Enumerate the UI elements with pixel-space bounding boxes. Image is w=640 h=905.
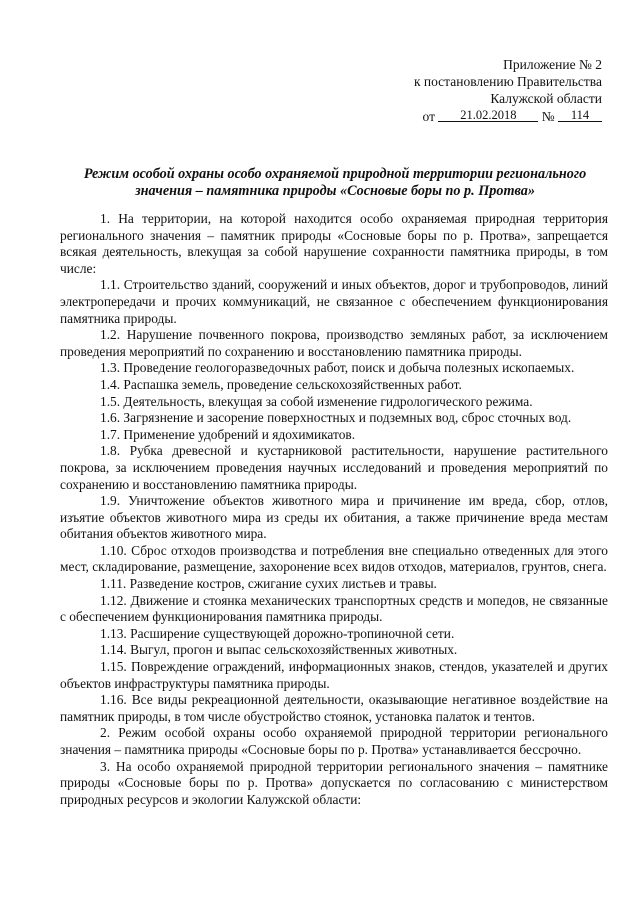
paragraph: 1.14. Выгул, прогон и выпас сельскохозяйственных животных. <box>100 642 458 658</box>
paragraph: 1.2. Нарушение почвенного покрова, производство земляных работ, за исключением проведения мероприятий по сохранению и восстановлению памятника природы. <box>60 327 608 359</box>
appendix-resolution: к постановлению Правительства <box>413 74 602 89</box>
resolution-number: 114 <box>558 109 602 122</box>
title-line-1: Режим особой охраны особо охраняемой природной территории регионального <box>83 166 587 182</box>
date-label: от <box>422 109 435 124</box>
paragraph: 2. Режим особой охраны особо охраняемой природной территории регионального значения – памятника природы «Сосновые боры по р. Протва» устанавливается бессрочно. <box>60 725 608 757</box>
paragraph: 3. На особо охраняемой природной территории регионального значения – памятнике природы «Сосновые боры по р. Протва» допускается по согласованию с министерством природных ресурсов и экологии Калужской области: <box>60 758 608 807</box>
document-title <box>60 166 610 200</box>
paragraph: 1.13. Расширение существующей дорожно-тропиночной сети. <box>100 625 455 641</box>
paragraph: 1.9. Уничтожение объектов животного мира и причинение им вреда, сбор, отлов, изъятие объектов животного мира из среды их обитания, а также причинение вреда местам обитания объектов животного мира. <box>60 493 608 542</box>
appendix-region: Калужской области <box>490 91 602 106</box>
resolution-date: 21.02.2018 <box>438 109 538 122</box>
number-label: № <box>541 109 555 124</box>
paragraph: 1.7. Применение удобрений и ядохимикатов. <box>100 426 356 442</box>
appendix-number: Приложение № 2 <box>503 57 602 72</box>
paragraph: 1.16. Все виды рекреационной деятельности, оказывающие негативное воздействие на памятник природы, в том числе обустройство стоянок, установка палаток и тентов. <box>60 692 608 724</box>
paragraph: 1.1. Строительство зданий, сооружений и иных объектов, дорог и трубопроводов, линий электропередачи и прочих коммуникаций, не связанное с обеспечением функционирования памятника природы. <box>60 277 608 326</box>
paragraph: 1.10. Сброс отходов производства и потребления вне специально отведенных для этого мест, складирование, размещение, захоронение всех видов отходов, материалов, грунтов, снега. <box>60 542 608 575</box>
paragraph: 1.3. Проведение геологоразведочных работ, поиск и добыча полезных ископаемых. <box>100 360 575 376</box>
paragraph: 1.5. Деятельность, влекущая за собой изменение гидрологического режима. <box>100 393 533 409</box>
document-body <box>60 211 608 808</box>
paragraph: 1.6. Загрязнение и засорение поверхностных и подземных вод, сброс сточных вод. <box>100 410 572 426</box>
paragraph: 1.11. Разведение костров, сжигание сухих листьев и травы. <box>100 576 437 592</box>
title-line-2: значения – памятника природы «Сосновые боры по р. Протва» <box>135 183 535 199</box>
paragraph: 1.15. Повреждение ограждений, информационных знаков, стендов, указателей и других объектов инфраструктуры памятника природы. <box>60 659 608 691</box>
paragraph: 1.8. Рубка древесной и кустарниковой растительности, нарушение растительного покрова, за исключением проведения научных исследований и проведения мероприятий по сохранению и восстановлению памятника природы. <box>60 443 608 492</box>
paragraph: 1.12. Движение и стоянка механических транспортных средств и мопедов, не связанные с обеспечением функционирования памятника природы. <box>60 592 608 625</box>
paragraph: 1. На территории, на которой находится особо охраняемая природная территория регионального значения – памятник природы «Сосновые боры по р. Протва», запрещается всякая деятельность, влекущая за собой нарушение сохранности памятника природы, в том числе: <box>60 211 608 276</box>
appendix-dateline <box>414 108 602 125</box>
appendix-header <box>414 56 602 125</box>
paragraph: 1.4. Распашка земель, проведение сельскохозяйственных работ. <box>100 376 462 392</box>
